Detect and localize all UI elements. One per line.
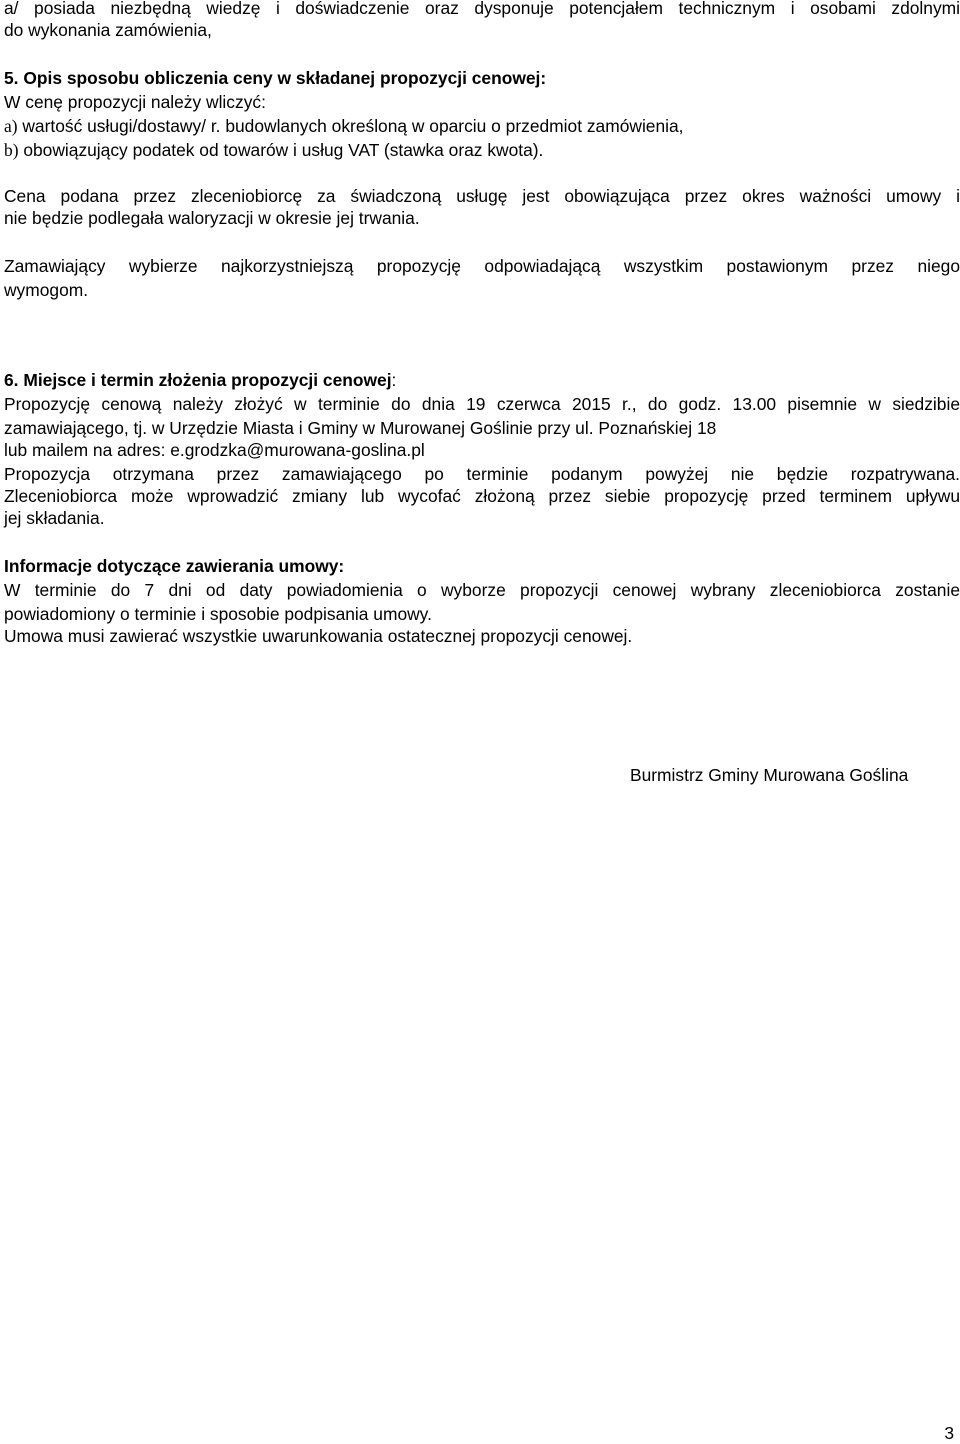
list-marker: a) — [4, 116, 18, 136]
section-6-heading-text: 6. Miejsce i termin złożenia propozycji cenowej — [4, 370, 392, 390]
heading-colon: : — [391, 370, 397, 390]
signature: Burmistrz Gminy Murowana Goślina — [630, 765, 909, 785]
paragraph-line: wymogom. — [4, 280, 89, 300]
paragraph-line: W terminie do 7 dni od daty powiadomienia o wyborze propozycji cenowej wybrany zleceniobiorca zostanie — [4, 580, 960, 600]
list-item-text: obowiązujący podatek od towarów i usług VAT (stawka oraz kwota). — [18, 140, 544, 160]
paragraph-line: a/ posiada niezbędną wiedzę i doświadczenie oraz dysponuje potencjałem technicznym i osobami zdolnymi — [4, 0, 960, 18]
paragraph-line: Propozycja otrzymana przez zamawiającego po terminie podanym powyżej nie będzie rozpatrywana. — [4, 464, 960, 484]
section-6-heading — [4, 369, 960, 391]
contract-heading: Informacje dotyczące zawierania umowy: — [4, 556, 345, 576]
paragraph-line: Propozycję cenową należy złożyć w terminie do dnia 19 czerwca 2015 r., do godz. 13.00 pisemnie w siedzibie — [4, 394, 960, 414]
paragraph-line: nie będzie podlegała waloryzacji w okresie jej trwania. — [4, 208, 420, 228]
paragraph-line: Umowa musi zawierać wszystkie uwarunkowania ostatecznej propozycji cenowej. — [4, 626, 633, 646]
paragraph-line: do wykonania zamówienia, — [4, 20, 212, 40]
page-number: 3 — [944, 1423, 954, 1443]
list-item-b — [4, 139, 960, 161]
section-5-heading: 5. Opis sposobu obliczenia ceny w składanej propozycji cenowej: — [4, 68, 547, 88]
paragraph-line: Zleceniobiorca może wprowadzić zmiany lub wycofać złożoną przez siebie propozycję przed terminem upływu — [4, 486, 960, 506]
section-5-intro: W cenę propozycji należy wliczyć: — [4, 92, 266, 112]
email-line: lub mailem na adres: e.grodzka@murowana-goslina.pl — [4, 440, 425, 460]
paragraph-line: powiadomiony o terminie i sposobie podpisania umowy. — [4, 604, 432, 624]
paragraph-line: zamawiającego, tj. w Urzędzie Miasta i Gminy w Murowanej Goślinie przy ul. Poznańskiej 18 — [4, 418, 717, 438]
paragraph-line: Zamawiający wybierze najkorzystniejszą propozycję odpowiadającą wszystkim postawionym przez niego — [4, 256, 960, 276]
list-marker: b) — [4, 140, 19, 160]
list-item-a — [4, 115, 960, 137]
paragraph-line: Cena podana przez zleceniobiorcę za świadczoną usługę jest obowiązująca przez okres ważności umowy i — [4, 186, 960, 206]
list-item-text: wartość usługi/dostawy/ r. budowlanych określoną w oparciu o przedmiot zamówienia, — [17, 116, 684, 136]
paragraph-line: jej składania. — [4, 508, 105, 528]
